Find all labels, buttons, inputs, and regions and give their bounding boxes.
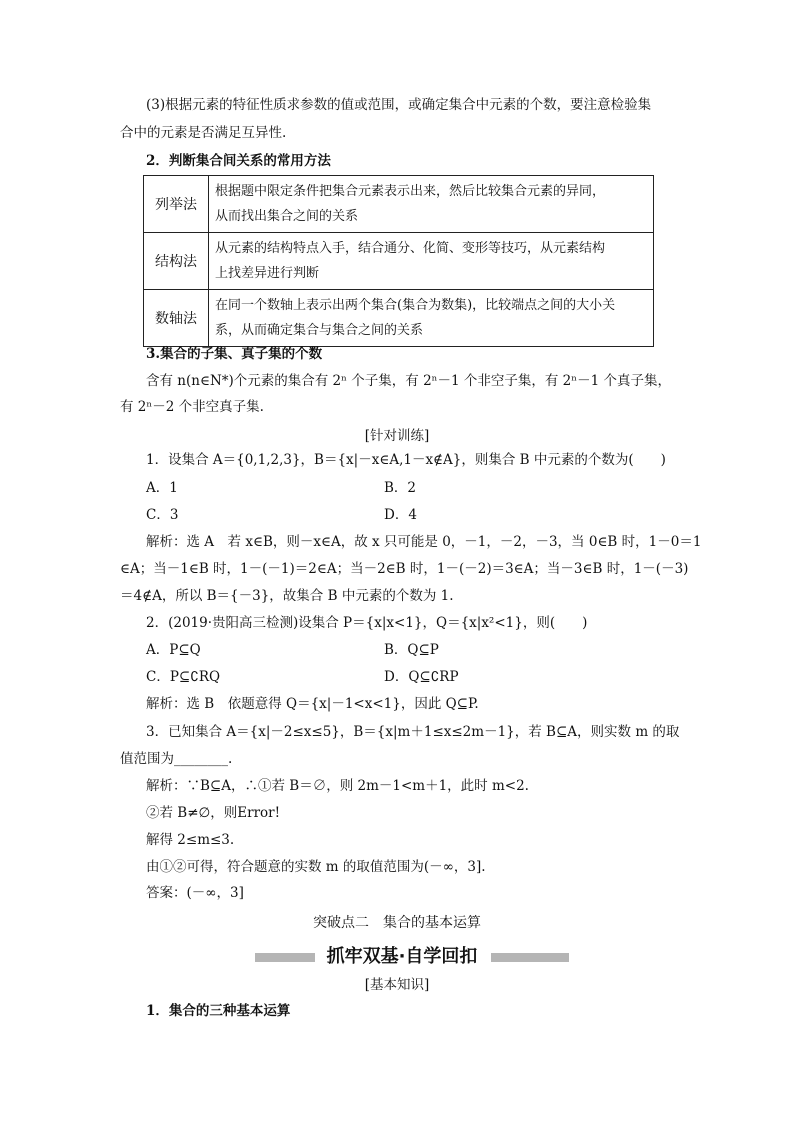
intro-paragraph-line-2: 合中的元素是否满足互异性.	[120, 125, 287, 141]
method-description	[209, 233, 654, 290]
method-name: 结构法	[144, 233, 209, 290]
table-row	[144, 233, 654, 290]
method-description	[209, 176, 654, 233]
banner-left-bar	[255, 953, 315, 962]
question-1-option-d: D．4	[384, 507, 417, 523]
question-3-solution-line-3: 解得 2≤m≤3.	[146, 832, 235, 848]
section-3-text-line-1: 含有 n(n∈N*)个元素的集合有 2ⁿ 个子集，有 2ⁿ－1 个非空子集，有 2ⁿ－1 个真子集，	[146, 373, 671, 389]
question-1-solution-line-3: ＝4∉A，所以 B＝{－3}，故集合 B 中元素的个数为 1.	[120, 588, 454, 604]
question-1-option-a: A．1	[146, 480, 178, 496]
question-3-solution-line-4: 由①②可得，符合题意的实数 m 的取值范围为(－∞，3].	[146, 859, 486, 875]
question-1-stem: 1．设集合 A＝{0,1,2,3}，B＝{x|－x∈A,1－x∉A}，则集合 B 中元素的个数为( )	[146, 452, 666, 468]
question-2-option-a: A．P⊆Q	[146, 642, 201, 658]
intro-paragraph-line-1: (3)根据元素的特征性质求参数的值或范围，或确定集合中元素的个数，要注意检验集	[146, 97, 652, 113]
methods-table	[143, 175, 654, 347]
question-1-solution-line-2: ∈A；当－1∈B 时，1－(－1)＝2∈A；当－2∈B 时，1－(－2)＝3∈A；当－3∈B 时，1－(－3)	[120, 561, 689, 577]
method-description-line: 从而找出集合之间的关系	[215, 209, 359, 224]
question-2-option-c: C．P⊆∁RQ	[146, 669, 221, 685]
banner-title: 抓牢双基·自学回扣	[326, 946, 478, 967]
question-3-solution-line-2: ②若 B≠∅，则Error!	[146, 805, 281, 821]
section-banner	[255, 944, 569, 970]
question-3-stem-line-2: 值范围为________.	[120, 751, 233, 767]
section-3-heading: 3.集合的子集、真子集的个数	[146, 346, 323, 362]
method-name: 列举法	[144, 176, 209, 233]
method-description-line: 系，从而确定集合与集合之间的关系	[215, 323, 424, 338]
section-3-text-line-2: 有 2ⁿ－2 个非空真子集.	[120, 399, 264, 415]
breakthrough-title: 突破点二 集合的基本运算	[313, 915, 481, 931]
method-description-line: 从元素的结构特点入手，结合通分、化简、变形等技巧，从元素结构	[215, 241, 606, 256]
question-2-stem: 2．(2019·贵阳高三检测)设集合 P＝{x|x<1}，Q＝{x|x²<1}，则( )	[146, 615, 588, 631]
method-description-line: 在同一个数轴上表示出两个集合(集合为数集)，比较端点之间的大小关	[215, 298, 616, 313]
question-1-option-c: C．3	[146, 507, 179, 523]
table-row	[144, 290, 654, 347]
table-row	[144, 176, 654, 233]
question-1-solution-line-1: 解析：选 A 若 x∈B，则－x∈A，故 x 只可能是 0，－1，－2，－3，当 0∈B 时，1－0＝1	[146, 534, 702, 550]
question-2-solution: 解析：选 B 依题意得 Q＝{x|－1<x<1}，因此 Q⊆P.	[146, 696, 479, 712]
question-2-option-d: D．Q⊆∁RP	[384, 669, 459, 685]
method-description-line: 上找差异进行判断	[215, 266, 320, 281]
method-description-line: 根据题中限定条件把集合元素表示出来，然后比较集合元素的异同，	[215, 184, 606, 199]
training-label: [针对训练]	[364, 428, 430, 444]
basic-knowledge-label: [基本知识]	[364, 977, 430, 993]
section-2-heading: 2．判断集合间关系的常用方法	[146, 153, 331, 169]
question-3-stem-line-1: 3．已知集合 A＝{x|－2≤x≤5}，B＝{x|m＋1≤x≤2m－1}，若 B⊆A，则实数 m 的取	[146, 724, 680, 740]
method-description	[209, 290, 654, 347]
question-1-option-b: B．2	[384, 480, 417, 496]
question-2-option-b: B．Q⊆P	[384, 642, 439, 658]
final-section-heading: 1．集合的三种基本运算	[146, 1003, 291, 1019]
question-3-solution-line-1: 解析：∵B⊆A，∴①若 B＝∅，则 2m－1<m＋1，此时 m<2.	[146, 778, 529, 794]
question-3-answer: 答案：(－∞，3]	[146, 885, 244, 901]
banner-right-bar	[491, 953, 569, 962]
method-name: 数轴法	[144, 290, 209, 347]
